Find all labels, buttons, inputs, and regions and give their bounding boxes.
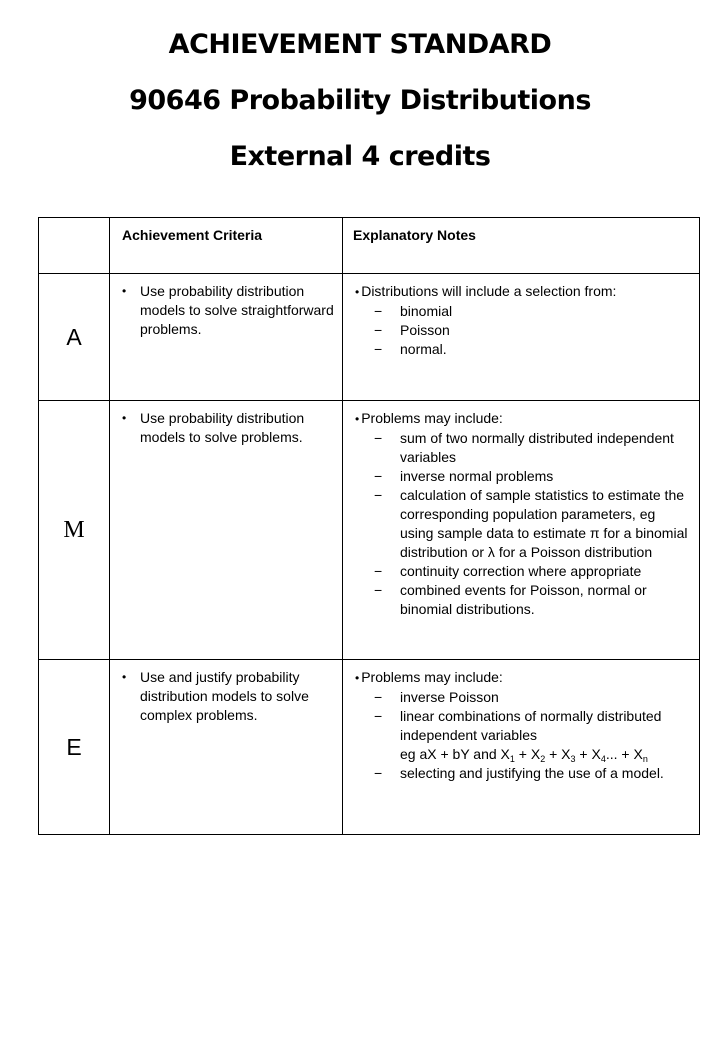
- formula: eg aX + bY and $X_1 + X_2 + X_3 + X_4$... + $X_n$: [400, 746, 648, 764]
- dash-icon: −: [374, 708, 383, 724]
- header-criteria: Achievement Criteria: [110, 218, 343, 274]
- notes-heading-m: • Problems may include:: [355, 410, 503, 426]
- list-item: − inverse normal problems: [374, 468, 554, 484]
- notes-cell-a: [343, 274, 700, 401]
- dash-icon: −: [374, 341, 383, 357]
- bullet-icon: •: [355, 412, 360, 426]
- list-item: − linear combinations of normally distributed independent variables eg aX + bY and $X_1 + X_2 + X_3 + X_4$... + $X_n$: [374, 708, 662, 764]
- list-item: − selecting and justifying the use of a model.: [374, 765, 664, 781]
- list-item: − combined events for Poisson, normal or binomial distributions.: [374, 582, 647, 617]
- bullet-icon: •: [122, 670, 127, 684]
- dash-icon: −: [374, 765, 383, 781]
- list-item: − calculation of sample statistics to estimate the corresponding population parameters, eg using sample data to estimate π for a binomial distribution or λ for a Poisson distribution: [374, 487, 688, 560]
- notes-cell-m: [343, 401, 700, 660]
- dash-icon: −: [374, 322, 383, 338]
- title-line-3: External 4 credits: [229, 141, 491, 172]
- grade-cell-a: A: [39, 274, 110, 401]
- header-row: [39, 218, 700, 274]
- bullet-icon: •: [122, 411, 127, 425]
- list-item: − sum of two normally distributed independent variables: [374, 430, 674, 465]
- table-row-m: [39, 401, 700, 660]
- notes-list-e: [355, 688, 689, 783]
- notes-list-a: [355, 302, 689, 359]
- list-item: − inverse Poisson: [374, 689, 499, 705]
- document-title: [0, 24, 720, 172]
- grade-cell-m: M: [39, 401, 110, 660]
- list-item: − binomial: [374, 303, 453, 319]
- dash-icon: −: [374, 430, 383, 446]
- header-notes: Explanatory Notes: [343, 218, 700, 274]
- dash-icon: −: [374, 468, 383, 484]
- table-row-e: [39, 660, 700, 835]
- bullet-icon: •: [122, 284, 127, 298]
- notes-heading-e: • Problems may include:: [355, 669, 503, 685]
- title-line-1: ACHIEVEMENT STANDARD: [168, 29, 552, 60]
- criteria-cell-a: [110, 274, 343, 401]
- table-row-a: [39, 274, 700, 401]
- dash-icon: −: [374, 689, 383, 705]
- bullet-icon: •: [355, 671, 360, 685]
- notes-heading-a: • Distributions will include a selection from:: [355, 283, 617, 299]
- list-item: − normal.: [374, 341, 447, 357]
- criteria-text-m: Use probability distribution models to solve problems.: [140, 410, 305, 445]
- criteria-cell-e: [110, 660, 343, 835]
- notes-list-m: [355, 429, 689, 619]
- criteria-text-a: Use probability distribution models to solve straightforward problems.: [140, 283, 334, 337]
- title-line-2: 90646 Probability Distributions: [129, 85, 591, 116]
- header-grade: [39, 218, 110, 274]
- dash-icon: −: [374, 303, 383, 319]
- dash-icon: −: [374, 487, 383, 503]
- grade-cell-e: E: [39, 660, 110, 835]
- achievement-table: [38, 217, 700, 835]
- list-item: − continuity correction where appropriate: [374, 563, 642, 579]
- dash-icon: −: [374, 563, 383, 579]
- list-item: − Poisson: [374, 322, 450, 338]
- criteria-text-e: Use and justify probability distribution models to solve complex problems.: [140, 669, 309, 723]
- criteria-cell-m: [110, 401, 343, 660]
- dash-icon: −: [374, 582, 383, 598]
- bullet-icon: •: [355, 285, 360, 299]
- notes-cell-e: [343, 660, 700, 835]
